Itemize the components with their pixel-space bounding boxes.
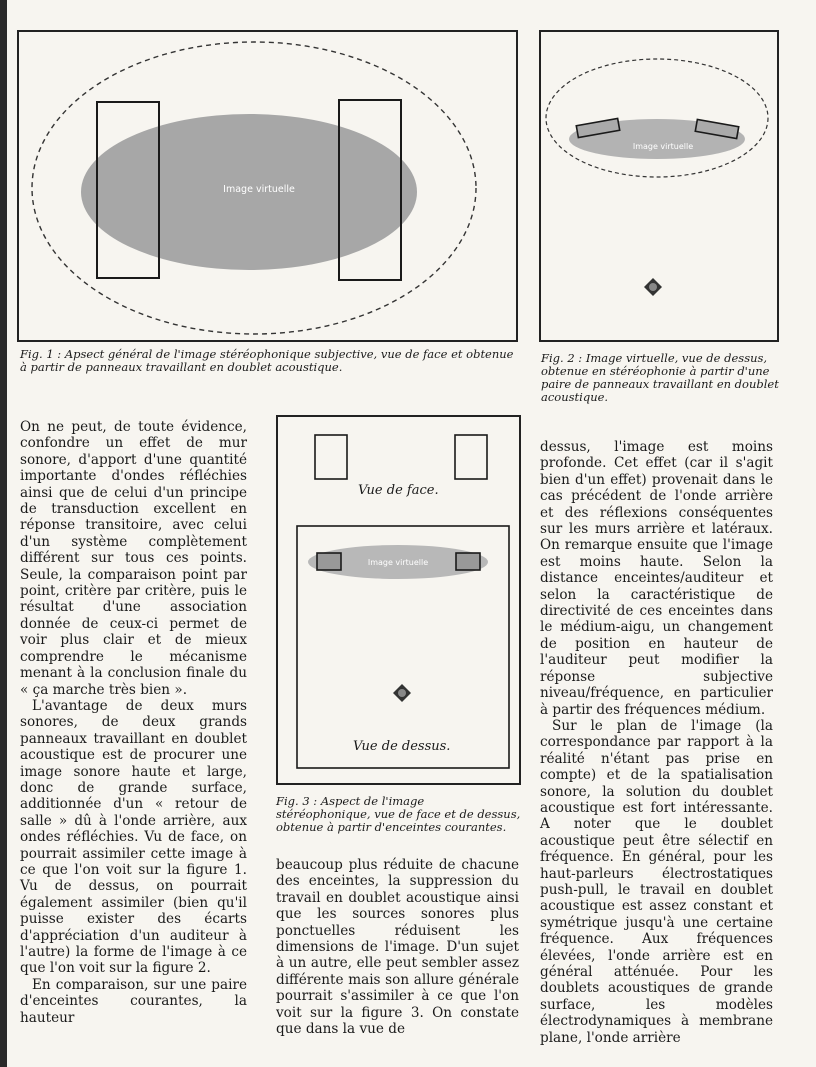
figure-3-top-view-label: Vue de dessus. [353,739,451,754]
figure-3-top-right-box [456,553,480,570]
figure-1-caption: Fig. 1 : Apsect général de l'image stéréophonique subjective, vue de face et obtenue à partir de panneaux travaillant en doublet acoustique. [20,347,514,374]
column-3-paragraph-2: Sur le plan de l'image (la correspondance par rapport à la réalité n'étant pas prise en compte) et de la spatialisation sonore, la solution du doublet acoustique est fort intéressante. A noter que le doublet acoustique peut être sélectif en fréquence. En général, pour les haut-parleurs électrostatiques push-pull, le travail en doublet acoustique est assez constant et symétrique jusqu'à une certaine fréquence. Aux fréquences élevées, l'onde arrière est en général atténuée. Pour les doublets acoustiques de grande surface, les modèles électrodynamiques à membrane plane, l'onde arrière [540,717,773,1046]
figure-3-caption: Fig. 3 : Aspect de l'image stéréophonique, vue de face et de dessus, obtenue à partir d'enceintes courantes. [276,794,521,834]
column-1-paragraph-3: En comparaison, sur une paire d'enceintes courantes, la hauteur [20,976,247,1026]
figure-3-listener-icon [393,684,411,702]
figure-2-listener-icon [644,278,662,296]
article-column-1 [20,419,247,1026]
figure-1 [17,30,518,342]
column-2-paragraph-1: beaucoup plus réduite de chacune des enceintes, la suppression du travail en doublet acoustique ainsi que les sources sonores plus ponctuelles réduisent les dimensions de l'image. D'un sujet à un autre, elle peut sembler assez différente mais son allure générale pourrait s'assimiler à ce que l'on voit sur la figure 3. On constate que dans la vue de [276,857,519,1038]
figure-1-image-label: Image virtuelle [223,184,295,195]
figure-2 [539,30,779,342]
column-3-paragraph-1: dessus, l'image est moins profonde. Cet effet (car il s'agit bien d'un effet) provenait dans le cas précédent de l'onde arrière et des réflexions conséquentes sur les murs arrière et latéraux. On remarque ensuite que l'image est moins haute. Selon la distance enceintes/auditeur et selon la caractéristique de directivité de ces enceintes dans le médium-aigu, un changement de position en hauteur de l'auditeur peut modifier la réponse subjective niveau/fréquence, en particulier à partir des fréquences médium. [540,439,773,718]
figure-3-front-view-label: Vue de face. [358,483,439,498]
figure-2-caption: Fig. 2 : Image virtuelle, vue de dessus, obtenue en stéréophonie à partir d'une paire de panneaux travaillant en doublet acoustique. [541,351,779,404]
figure-1-drawing [19,32,516,340]
figure-3-front-right-box [455,435,487,479]
figure-3-image-label: Image virtuelle [367,558,429,567]
column-1-paragraph-2: L'avantage de deux murs sonores, de deux grands panneaux travaillant en doublet acoustique est de procurer une image sonore haute et large, donc de grande surface, additionnée d'un « retour de salle » dû à l'onde arrière, aux ondes réfléchies. Vu de face, on pourrait assimiler cette image à ce que l'on voit sur la figure 1. Vu de dessus, on pourrait également assimiler (bien qu'il puisse exister des écarts d'appréciation d'un auditeur à l'autre) la forme de l'image à ce que l'on voit sur la figure 2. [20,697,247,977]
article-column-3 [540,439,773,1046]
figure-3-front-left-box [315,435,347,479]
figure-3-top-left-box [317,553,341,570]
figure-2-image-label: Image virtuelle [632,142,694,151]
article-column-2 [276,857,519,1037]
figure-3-drawing [278,417,519,783]
page-edge-rule [0,0,7,1067]
figure-2-drawing [541,32,777,340]
figure-2-dashed-outline [546,59,768,177]
figure-3 [276,415,521,785]
column-1-paragraph-1: On ne peut, de toute évidence, confondre un effet de mur sonore, d'apport d'une quantité importante d'ondes réfléchies ainsi que de celui d'un principe de transduction excellent en réponse transitoire, avec celui d'un système complètement différent sur tous ces points. Seule, la comparaison point par point, critère par critère, puis le résultat d'une association donnée de ceux-ci permet de voir plus clair et de mieux comprendre le mécanisme menant à la conclusion finale du « ça marche très bien ». [20,419,247,698]
